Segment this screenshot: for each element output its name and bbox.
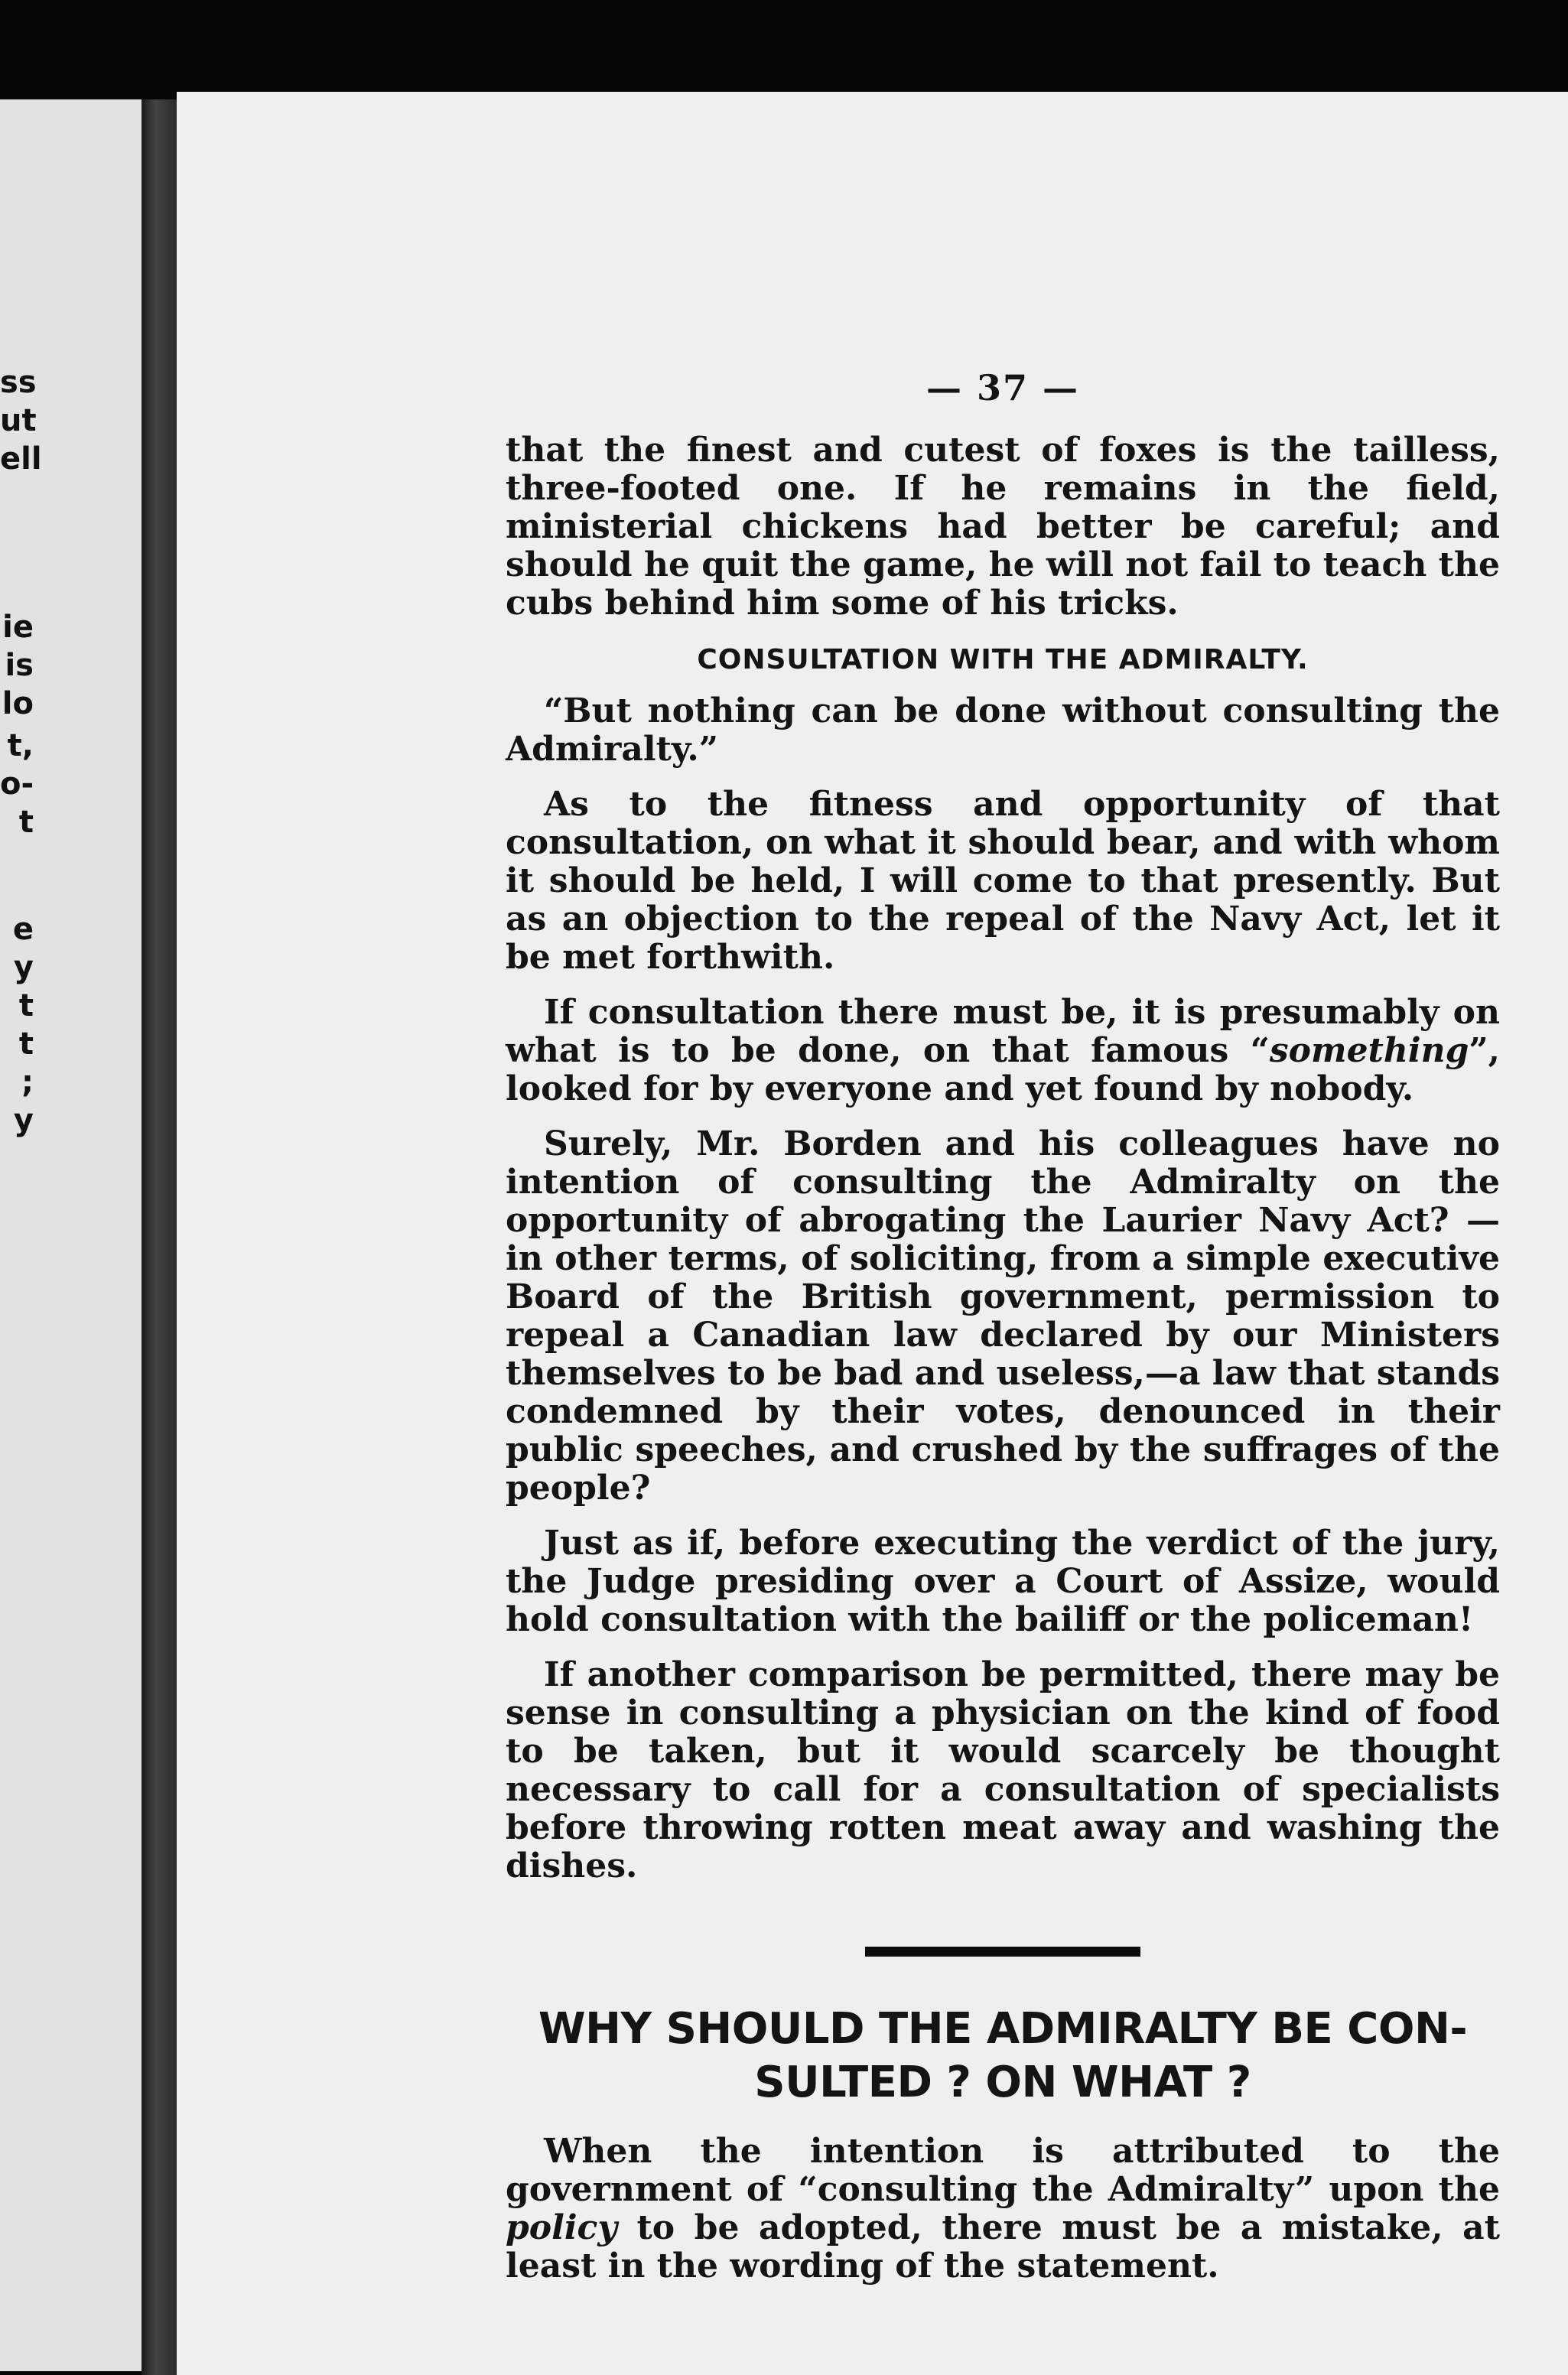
paragraph-fitness: As to the fitness and opportunity of that consultation, on what it should bear, and with whom it should be held, I will come to that presently. But as an objection to the repeal of the Navy Act, let it be met forthwith.	[506, 785, 1500, 977]
section-divider-rule	[865, 1947, 1140, 1957]
paragraph-fox: that the finest and cutest of foxes is the tailless, three-footed one. If he remains in the field, ministerial chickens had better be careful; and should he quit the game, he will not fail to teach the cubs behind him some of his tricks.	[506, 431, 1500, 623]
facing-page-fragment: ut	[0, 403, 37, 438]
page-number: — 37 —	[926, 367, 1080, 408]
facing-page-fragment: ss	[0, 365, 37, 400]
facing-page-fragment: ie	[2, 610, 34, 645]
chapter-heading-line-2: SULTED ? ON WHAT ?	[754, 2058, 1251, 2107]
facing-page-fragment: e	[12, 912, 34, 947]
facing-page-fragment: y	[13, 950, 34, 985]
section-heading-consultation: CONSULTATION WITH THE ADMIRALTY.	[697, 644, 1309, 675]
page-content	[506, 367, 1500, 2302]
facing-page-fragment: ;	[21, 1065, 34, 1100]
facing-page-fragment: t,	[7, 728, 34, 763]
text-run: If consultation there must be, it is presumably on what is to be done, on that famous “	[506, 993, 1500, 1070]
facing-page-fragment: t	[18, 1026, 34, 1062]
text-run: ”, looked for by everyone and yet found by nobody.	[506, 1031, 1500, 1108]
italic-word: something	[1269, 1031, 1469, 1070]
facing-page-edge	[0, 99, 142, 2371]
chapter-heading	[506, 2002, 1500, 2110]
facing-page-fragment: is	[5, 648, 34, 683]
text-run: to be adopted, there must be a mistake, at least in the wording of the statement.	[506, 2208, 1500, 2286]
facing-page-fragment: t	[18, 988, 34, 1023]
facing-page-fragment: t	[18, 805, 34, 840]
paragraph-if-consultation	[506, 994, 1500, 1108]
chapter-heading-line-1: WHY SHOULD THE ADMIRALTY BE CON-	[538, 2004, 1468, 2054]
facing-page-fragment: y	[13, 1103, 34, 1138]
paragraph-nothing-can-be-done: “But nothing can be done without consulting the Admiralty.”	[506, 691, 1500, 769]
facing-page-fragment: o-	[0, 766, 34, 802]
book-spine	[142, 99, 177, 2375]
book-page	[177, 92, 1568, 2375]
text-run: When the intention is attributed to the government of “consulting the Admiralty” upon the	[506, 2132, 1500, 2209]
italic-word: policy	[506, 2208, 617, 2247]
paragraph-physician: If another comparison be permitted, there may be sense in consulting a physician on the kind of food to be taken, but it would scarcely be thought necessary to call for a consultation of specialists before throwing rotten meat away and washing the dishes.	[506, 1655, 1500, 1885]
facing-page-fragment: ell	[0, 441, 42, 477]
paragraph-judge: Just as if, before executing the verdict of the jury, the Judge presiding over a Court of Assize, would hold consultation with the bailiff or the policeman!	[506, 1524, 1500, 1639]
paragraph-intention	[506, 2133, 1500, 2286]
paragraph-borden: Surely, Mr. Borden and his colleagues have no intention of consulting the Admiralty on the opportunity of abrogating the Laurier Navy Act? — in other terms, of soliciting, from a simple executive Board of the British government, permission to repeal a Canadian law declared by our Ministers themselves to be bad and useless,—a law that stands condemned by their votes, denounced in their public speeches, and crushed by the suffrages of the people?	[506, 1124, 1500, 1508]
facing-page-fragment: lo	[2, 686, 34, 721]
